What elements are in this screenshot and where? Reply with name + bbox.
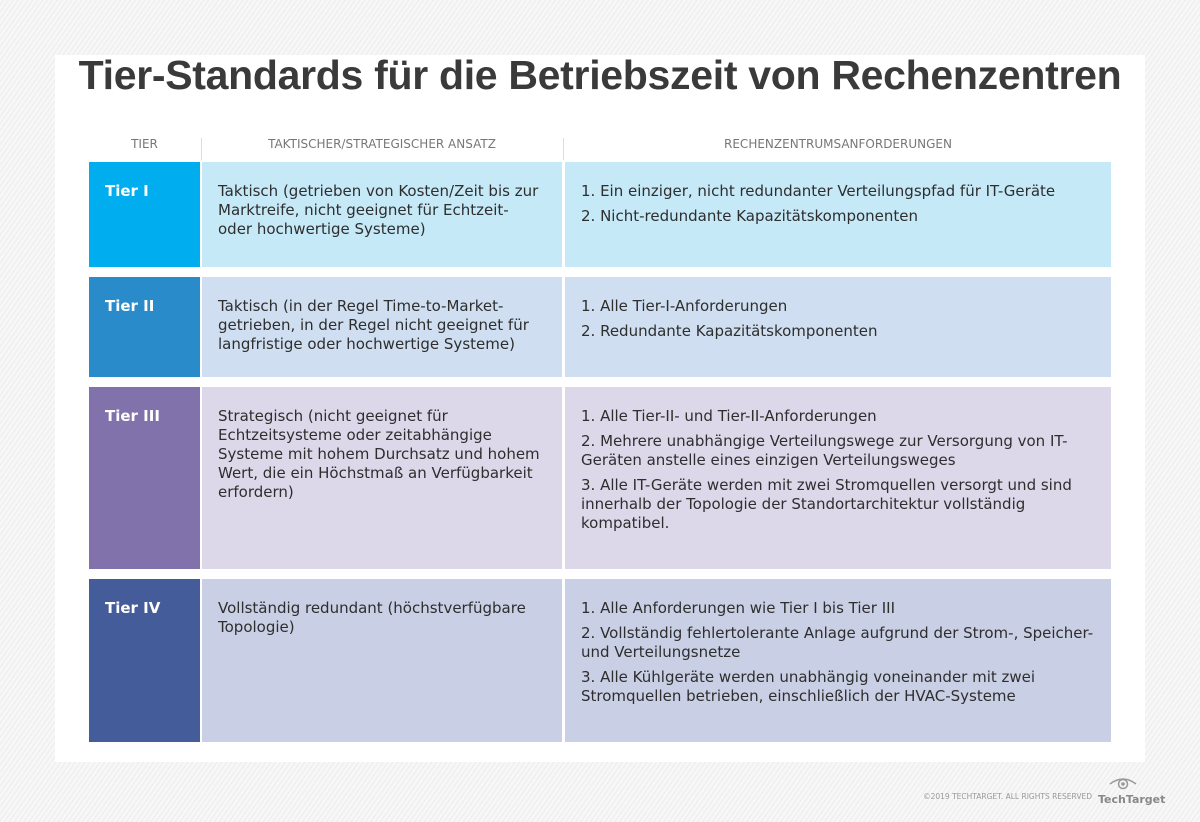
requirement-item: 1. Alle Anforderungen wie Tier I bis Tier III bbox=[581, 599, 895, 617]
logo-text: TechTarget bbox=[1098, 793, 1166, 806]
table-row bbox=[89, 162, 1111, 267]
table-row bbox=[89, 387, 1111, 569]
requirement-item: 3. Alle IT-Geräte werden mit zwei Stromquellen versorgt und sind innerhalb der Topologie der Standortarchitektur vollständig kompatibel. bbox=[581, 476, 1072, 532]
eye-icon bbox=[1108, 776, 1138, 790]
requirement-item: 2. Redundante Kapazitätskomponenten bbox=[581, 322, 878, 340]
copyright: ©2019 TECHTARGET. ALL RIGHTS RESERVED bbox=[923, 792, 1092, 801]
requirements-cell bbox=[565, 579, 1111, 742]
tier-label: Tier II bbox=[89, 277, 200, 377]
tier-label: Tier IV bbox=[89, 579, 200, 742]
table-row bbox=[89, 579, 1111, 742]
requirement-item: 2. Nicht-redundante Kapazitätskomponenten bbox=[581, 207, 919, 225]
techtarget-logo bbox=[1098, 776, 1166, 806]
table-row bbox=[89, 277, 1111, 377]
requirement-item: 1. Alle Tier-II- und Tier-II-Anforderungen bbox=[581, 407, 877, 425]
tier-label: Tier I bbox=[89, 162, 200, 267]
requirement-item: 2. Mehrere unabhängige Verteilungswege zur Versorgung von IT-Geräten anstelle eines einzigen Verteilungsweges bbox=[581, 432, 1068, 469]
header-approach: TAKTISCHER/STRATEGISCHER ANSATZ bbox=[268, 137, 496, 151]
header-tier: TIER bbox=[131, 137, 158, 151]
requirement-item: 1. Ein einziger, nicht redundanter Verteilungspfad für IT-Geräte bbox=[581, 182, 1056, 200]
requirements-cell bbox=[565, 162, 1111, 267]
approach-cell: Vollständig redundant (höchstverfügbare Topologie) bbox=[202, 579, 562, 742]
approach-cell: Taktisch (in der Regel Time-to-Market-getrieben, in der Regel nicht geeignet für langfristige oder hochwertige Systeme) bbox=[202, 277, 562, 377]
header-divider bbox=[563, 138, 564, 160]
approach-cell: Strategisch (nicht geeignet für Echtzeitsysteme oder zeitabhängige Systeme mit hohem Durchsatz und hohem Wert, die ein Höchstmaß an Verfügbarkeit erfordern) bbox=[202, 387, 562, 569]
approach-cell: Taktisch (getrieben von Kosten/Zeit bis zur Marktreife, nicht geeignet für Echtzeit- oder hochwertige Systeme) bbox=[202, 162, 562, 267]
requirements-cell bbox=[565, 277, 1111, 377]
requirement-item: 3. Alle Kühlgeräte werden unabhängig voneinander mit zwei Stromquellen betrieben, einschließlich der HVAC-Systeme bbox=[581, 668, 1036, 705]
requirement-item: 2. Vollständig fehlertolerante Anlage aufgrund der Strom-, Speicher- und Verteilungsnetze bbox=[581, 624, 1094, 661]
requirement-item: 1. Alle Tier-I-Anforderungen bbox=[581, 297, 788, 315]
requirements-cell bbox=[565, 387, 1111, 569]
page-title: Tier-Standards für die Betriebszeit von Rechenzentren bbox=[78, 52, 1122, 98]
header-requirements: RECHENZENTRUMSANFORDERUNGEN bbox=[724, 137, 952, 151]
tier-label: Tier III bbox=[89, 387, 200, 569]
